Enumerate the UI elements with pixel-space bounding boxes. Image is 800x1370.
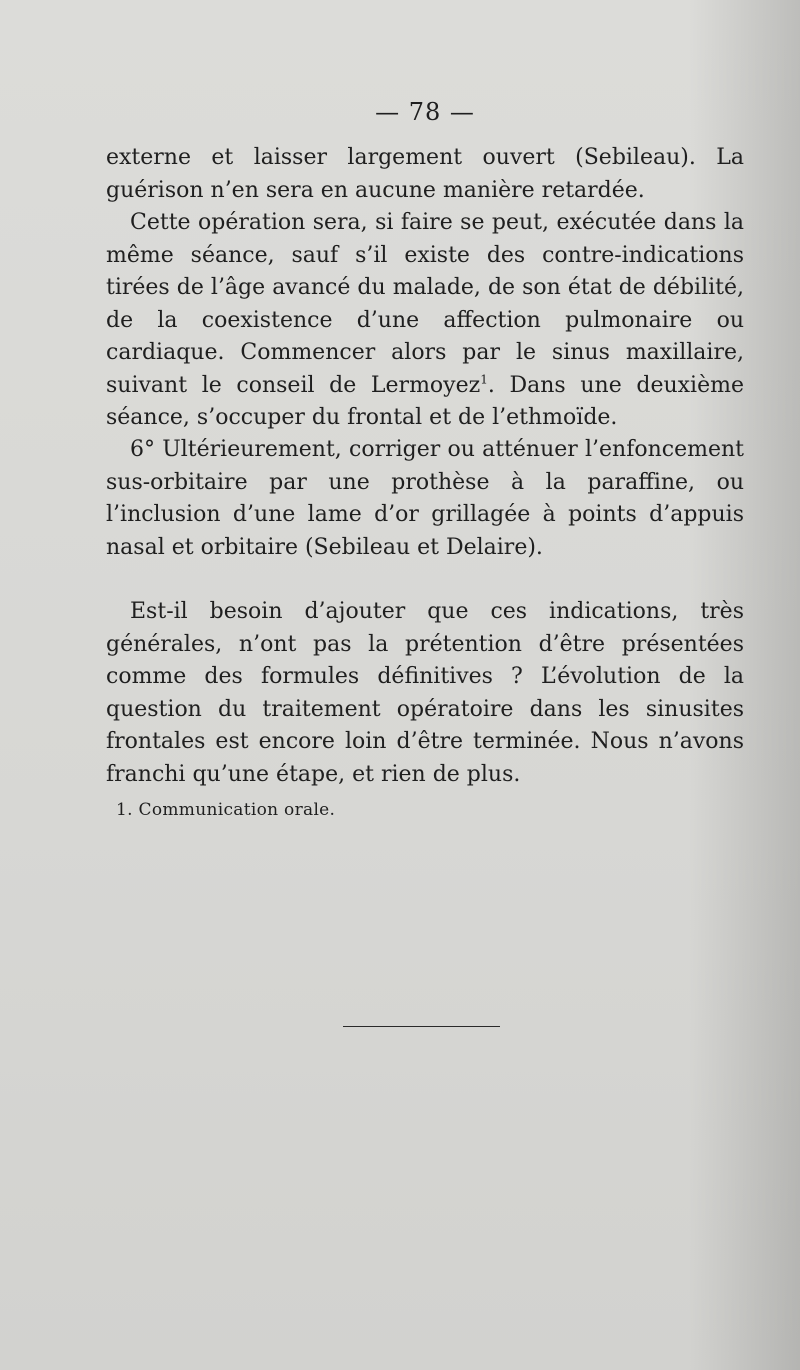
paragraph-2 bbox=[106, 207, 744, 435]
page-number: — 78 — bbox=[375, 98, 475, 126]
paragraph-3: 6° Ultérieurement, corriger ou atténuer l’enfoncement sus-orbitaire par une prothèse à la paraffine, ou l’inclusion d’une lame d’or grillagée à points d’appuis nasal et orbitaire (Sebileau et Delaire). bbox=[106, 437, 744, 560]
footnote-marker: 1 bbox=[480, 372, 488, 387]
end-rule bbox=[343, 1026, 500, 1027]
paragraph-4: Est-il besoin d’ajouter que ces indications, très générales, n’ont pas la prétention d’être présentées comme des formules définitives ? L’évolution de la question du traitement opératoire dans les sinusites frontales est encore loin d’être terminée. Nous n’avons franchi qu’une étape, et rien de plus. bbox=[106, 599, 744, 787]
paragraph-2-continuation: . Dans une deuxième séance, s’occuper du frontal et de l’ethmoïde. bbox=[106, 372, 744, 430]
footnote: 1. Communication orale. bbox=[116, 800, 336, 820]
paragraph-2-text: Cette opération sera, si faire se peut, exécutée dans la même séance, sauf s’il existe des contre-indications tirées de l’âge avancé du malade, de son état de débilité, de la coexistence d’une affection pulmonaire ou cardiaque. Commencer alors par le sinus maxillaire, suivant le conseil de Lermoyez bbox=[106, 210, 744, 398]
paragraph-1: externe et laisser largement ouvert (Sebileau). La guérison n’en sera en aucune manière retardée. bbox=[106, 145, 744, 203]
